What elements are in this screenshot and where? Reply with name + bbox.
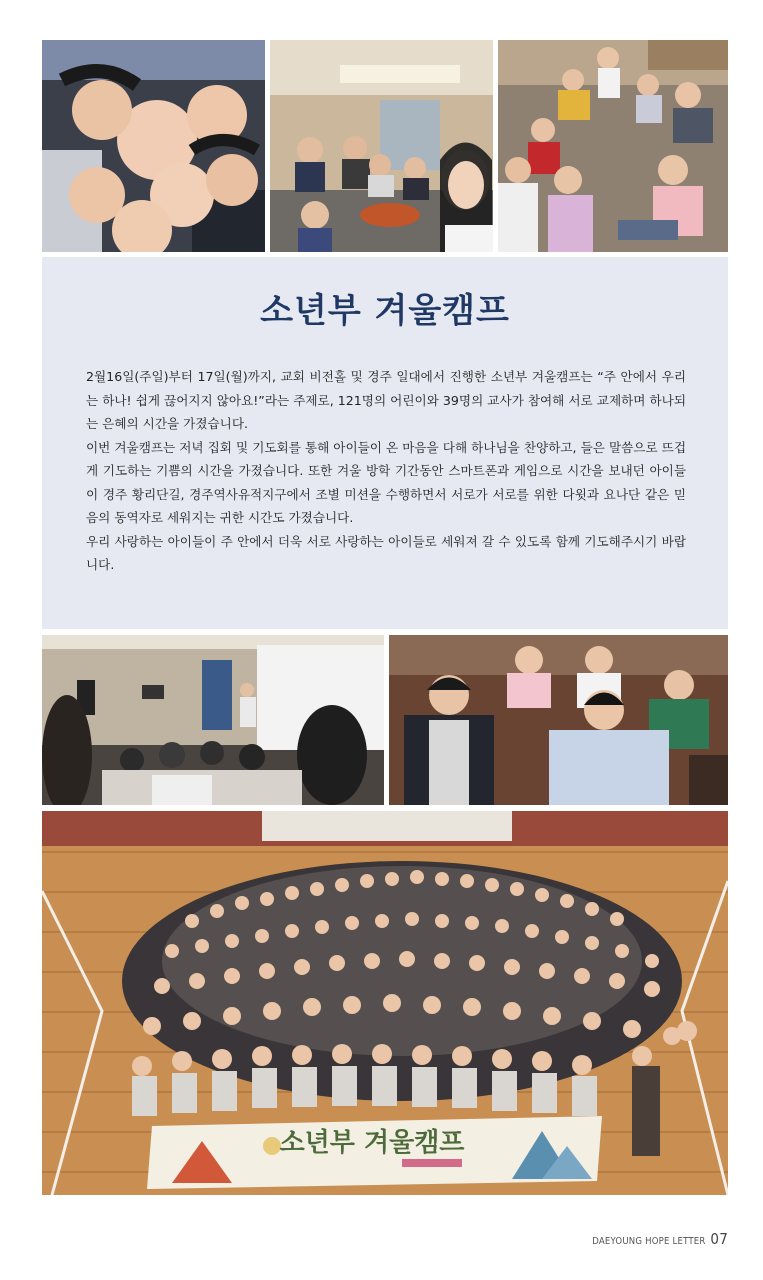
page-footer — [592, 1230, 728, 1248]
article-paragraph-2: 이번 겨울캠프는 저녁 집회 및 기도회를 통해 아이들이 온 마음을 다해 하나님을 찬양하고, 들은 말씀으로 뜨겁게 기도하는 기쁨의 시간을 가졌습니다. 또한 겨울 방학 기간동안 스마트폰과 게임으로 시간을 보내던 아이들이 경주 황리단길, 경주역사유적지구에서 조별 미션을 수행하면서 서로가 서로를 위한 다윗과 요나단 같은 믿음의 동역자로 세워지는 귀한 시간도 가졌습니다. — [86, 439, 686, 525]
photo-girls-floor-image — [498, 40, 728, 252]
photo-group-gym — [42, 811, 728, 1195]
footer-label: DAEYOUNG HOPE LETTER — [592, 1236, 706, 1247]
article-panel — [42, 257, 728, 629]
camp-banner-title: 소년부 겨울캠프 — [279, 1128, 465, 1158]
photo-worship-hall — [42, 635, 384, 805]
photo-dinner-room — [270, 40, 493, 252]
article-body — [86, 365, 686, 577]
photo-worship-hall-image — [42, 635, 384, 805]
photo-girls-floor — [498, 40, 728, 252]
photo-children-selfie-image — [42, 40, 265, 252]
photo-dinner-room-image — [270, 40, 493, 252]
photo-kids-table — [389, 635, 728, 805]
camp-banner — [147, 1116, 602, 1189]
article-paragraph-1: 2월16일(주일)부터 17일(월)까지, 교회 비전홀 및 경주 일대에서 진행한 소년부 겨울캠프는 “주 안에서 우리는 하나! 쉽게 끊어지지 않아요!”라는 주제로, 121명의 어린이와 39명의 교사가 참여해 서로 교제하며 하나되는 은혜의 시간을 가졌습니다. — [86, 369, 686, 431]
page-number: 07 — [710, 1230, 728, 1248]
article-paragraph-3: 우리 사랑하는 아이들이 주 안에서 더욱 서로 사랑하는 아이들로 세워져 갈 수 있도록 함께 기도해주시기 바랍니다. — [86, 533, 686, 572]
photo-group-gym-image — [42, 811, 728, 1195]
photo-kids-table-image — [389, 635, 728, 805]
photo-children-selfie — [42, 40, 265, 252]
article-title: 소년부 겨울캠프 — [260, 291, 510, 331]
